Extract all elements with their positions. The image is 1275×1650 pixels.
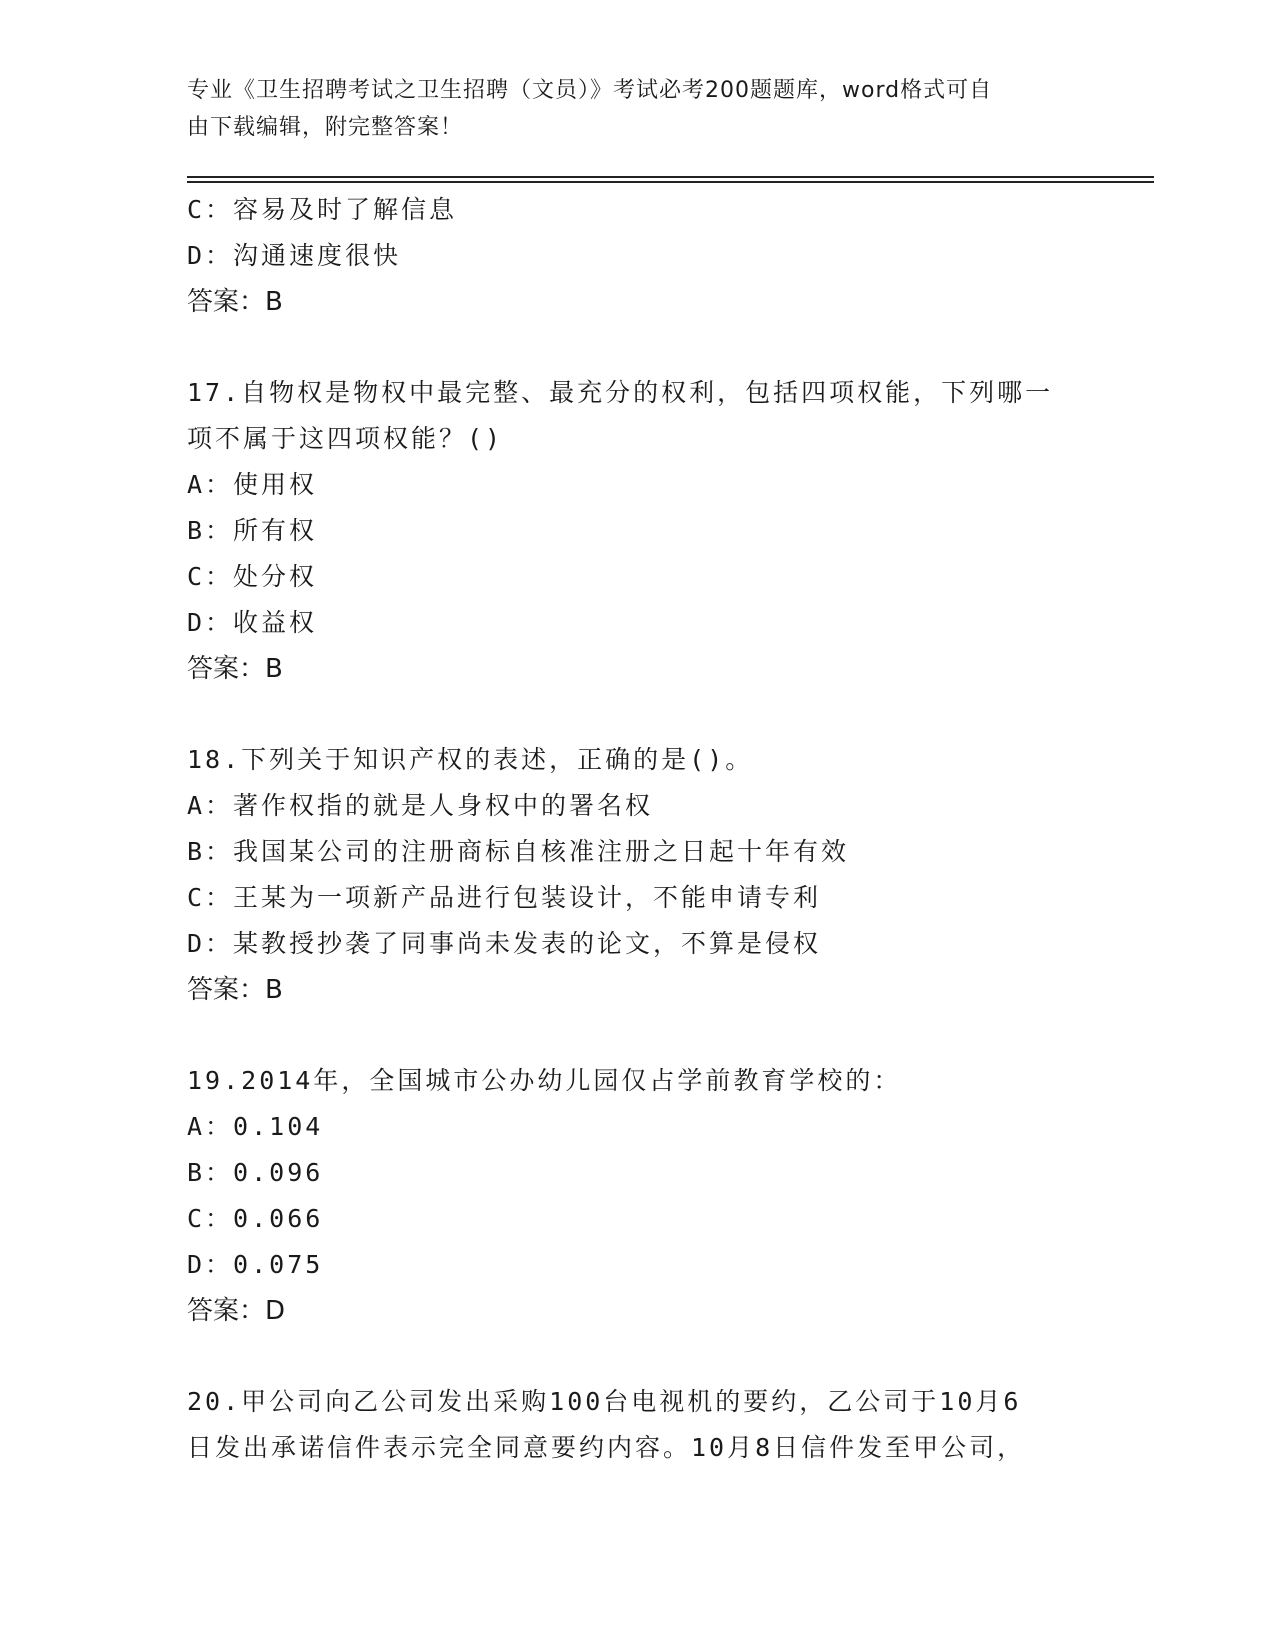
option-b: B：我国某公司的注册商标自核准注册之日起十年有效 [187,837,850,866]
answer: 答案：B [187,287,283,317]
question-text-line-1: 18.下列关于知识产权的表述，正确的是()。 [187,745,754,774]
header-divider-bottom [187,181,1154,183]
answer: 答案：B [187,975,283,1005]
question-text-line-2: 日发出承诺信件表示完全同意要约内容。10月8日信件发至甲公司， [187,1433,1026,1462]
option-d: D：收益权 [187,608,318,637]
answer: 答案：D [187,1296,286,1326]
question-18 [187,737,1087,1013]
answer: 答案：B [187,654,283,684]
question-17 [187,370,1087,692]
option-d: D：某教授抄袭了同事尚未发表的论文，不算是侵权 [187,929,822,958]
header-line-2: 由下载编辑，附完整答案！ [187,115,464,140]
option-c: C：容易及时了解信息 [187,195,458,224]
question-20 [187,1379,1087,1471]
header-divider-top [187,176,1154,178]
question-content [187,187,1087,1471]
option-c: C：0.066 [187,1204,324,1233]
question-text-line-2: 项不属于这四项权能？() [187,424,504,453]
option-a: A：0.104 [187,1112,324,1141]
option-a: A：著作权指的就是人身权中的署名权 [187,791,654,820]
option-c: C：处分权 [187,562,318,591]
header-line-1: 专业《卫生招聘考试之卫生招聘（文员）》考试必考200题题库，word格式可自 [187,78,993,103]
option-d: D：0.075 [187,1250,324,1279]
document-header [187,72,1067,146]
option-c: C：王某为一项新产品进行包装设计，不能申请专利 [187,883,822,912]
option-d: D：沟通速度很快 [187,241,402,270]
option-b: B：所有权 [187,516,318,545]
question-text-line-1: 17.自物权是物权中最完整、最充分的权利，包括四项权能，下列哪一 [187,378,1054,407]
question-text-line-1: 20.甲公司向乙公司发出采购100台电视机的要约，乙公司于10月6 [187,1387,1022,1416]
question-text-line-1: 19.2014年，全国城市公办幼儿园仅占学前教育学校的： [187,1066,902,1095]
option-b: B：0.096 [187,1158,324,1187]
previous-question-tail [187,187,1087,325]
option-a: A：使用权 [187,470,318,499]
question-19 [187,1058,1087,1334]
